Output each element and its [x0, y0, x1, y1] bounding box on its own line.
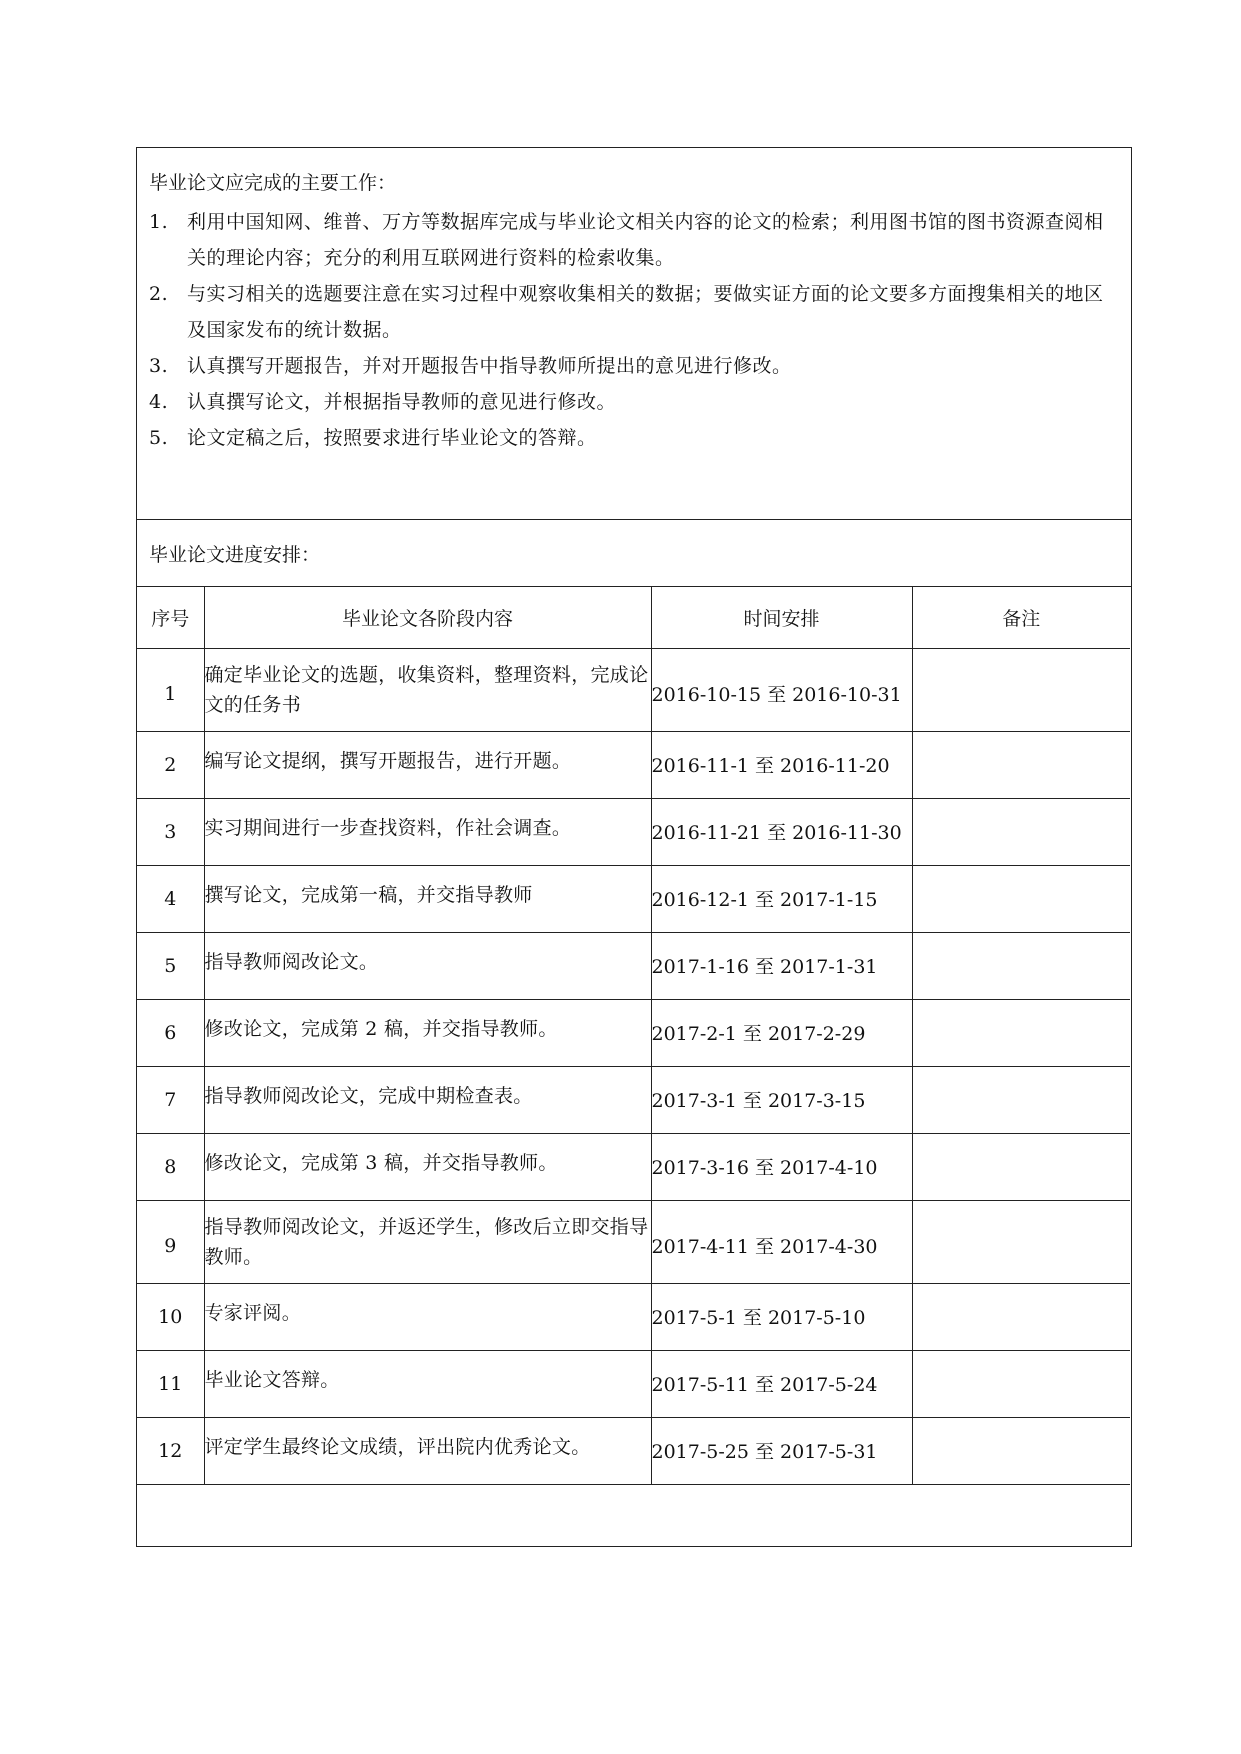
row-time: 2016-12-1 至 2017-1-15 [651, 865, 912, 932]
row-remark [912, 865, 1130, 932]
row-remark [912, 648, 1130, 731]
row-seq: 6 [137, 999, 204, 1066]
row-content: 指导教师阅改论文，并返还学生，修改后立即交指导教师。 [204, 1200, 651, 1283]
table-row [137, 1133, 1130, 1200]
row-content: 评定学生最终论文成绩，评出院内优秀论文。 [204, 1417, 651, 1484]
row-content: 毕业论文答辩。 [204, 1350, 651, 1417]
table-row [137, 865, 1130, 932]
row-content: 修改论文，完成第 3 稿，并交指导教师。 [204, 1133, 651, 1200]
work-item [149, 276, 1119, 348]
row-time: 2017-5-11 至 2017-5-24 [651, 1350, 912, 1417]
table-row [137, 731, 1130, 798]
schedule-heading: 毕业论文进度安排： [149, 544, 321, 566]
row-remark [912, 932, 1130, 999]
work-item [149, 204, 1119, 276]
row-remark [912, 1283, 1130, 1350]
work-item-number: 2. [149, 283, 169, 305]
column-header-content: 毕业论文各阶段内容 [204, 587, 651, 648]
row-time: 2017-5-1 至 2017-5-10 [651, 1283, 912, 1350]
row-content: 专家评阅。 [204, 1283, 651, 1350]
work-item-text: 与实习相关的选题要注意在实习过程中观察收集相关的数据；要做实证方面的论文要多方面搜集相关的地区及国家发布的统计数据。 [187, 283, 1104, 341]
schedule-heading-row [137, 520, 1131, 587]
column-header-seq: 序号 [137, 587, 204, 648]
row-remark [912, 731, 1130, 798]
work-item [149, 420, 1119, 456]
row-time: 2017-5-25 至 2017-5-31 [651, 1417, 912, 1484]
schedule-header-row [137, 587, 1130, 648]
column-header-remark: 备注 [912, 587, 1130, 648]
row-seq: 12 [137, 1417, 204, 1484]
row-seq: 4 [137, 865, 204, 932]
row-time: 2016-11-1 至 2016-11-20 [651, 731, 912, 798]
row-remark [912, 1133, 1130, 1200]
table-row [137, 1417, 1130, 1484]
schedule-table [137, 587, 1130, 1485]
table-row [137, 999, 1130, 1066]
table-row [137, 1350, 1130, 1417]
row-seq: 9 [137, 1200, 204, 1283]
main-work-section [137, 148, 1131, 520]
main-work-list [149, 204, 1119, 456]
row-seq: 2 [137, 731, 204, 798]
table-row [137, 798, 1130, 865]
row-content: 确定毕业论文的选题，收集资料，整理资料，完成论文的任务书 [204, 648, 651, 731]
row-content: 指导教师阅改论文。 [204, 932, 651, 999]
row-seq: 5 [137, 932, 204, 999]
work-item-number: 3. [149, 355, 169, 377]
row-remark [912, 798, 1130, 865]
row-seq: 3 [137, 798, 204, 865]
row-time: 2016-11-21 至 2016-11-30 [651, 798, 912, 865]
table-row [137, 1283, 1130, 1350]
row-time: 2017-3-1 至 2017-3-15 [651, 1066, 912, 1133]
table-row [137, 932, 1130, 999]
work-item-text: 论文定稿之后，按照要求进行毕业论文的答辩。 [187, 427, 597, 449]
row-seq: 8 [137, 1133, 204, 1200]
blank-footer-row [137, 1480, 1131, 1546]
work-item-text: 利用中国知网、维普、万方等数据库完成与毕业论文相关内容的论文的检索；利用图书馆的图书资源查阅相关的理论内容；充分的利用互联网进行资料的检索收集。 [187, 211, 1104, 269]
row-time: 2017-3-16 至 2017-4-10 [651, 1133, 912, 1200]
row-remark [912, 999, 1130, 1066]
row-time: 2017-2-1 至 2017-2-29 [651, 999, 912, 1066]
row-time: 2017-1-16 至 2017-1-31 [651, 932, 912, 999]
row-content: 指导教师阅改论文，完成中期检查表。 [204, 1066, 651, 1133]
row-remark [912, 1200, 1130, 1283]
row-remark [912, 1350, 1130, 1417]
work-item-text: 认真撰写论文，并根据指导教师的意见进行修改。 [187, 391, 617, 413]
row-seq: 10 [137, 1283, 204, 1350]
work-item-number: 5. [149, 427, 169, 449]
table-row [137, 1066, 1130, 1133]
table-row [137, 648, 1130, 731]
row-content: 修改论文，完成第 2 稿，并交指导教师。 [204, 999, 651, 1066]
row-seq: 7 [137, 1066, 204, 1133]
column-header-time: 时间安排 [651, 587, 912, 648]
row-content: 撰写论文，完成第一稿，并交指导教师 [204, 865, 651, 932]
row-content: 实习期间进行一步查找资料，作社会调查。 [204, 798, 651, 865]
row-remark [912, 1417, 1130, 1484]
row-time: 2017-4-11 至 2017-4-30 [651, 1200, 912, 1283]
work-item [149, 348, 1119, 384]
row-remark [912, 1066, 1130, 1133]
work-item-number: 4. [149, 391, 169, 413]
row-seq: 1 [137, 648, 204, 731]
row-time: 2016-10-15 至 2016-10-31 [651, 648, 912, 731]
row-content: 编写论文提纲，撰写开题报告，进行开题。 [204, 731, 651, 798]
row-seq: 11 [137, 1350, 204, 1417]
work-item-number: 1. [149, 211, 169, 233]
work-item-text: 认真撰写开题报告，并对开题报告中指导教师所提出的意见进行修改。 [187, 355, 792, 377]
main-work-heading: 毕业论文应完成的主要工作： [149, 172, 397, 194]
work-item [149, 384, 1119, 420]
table-row [137, 1200, 1130, 1283]
document-frame [136, 147, 1132, 1547]
